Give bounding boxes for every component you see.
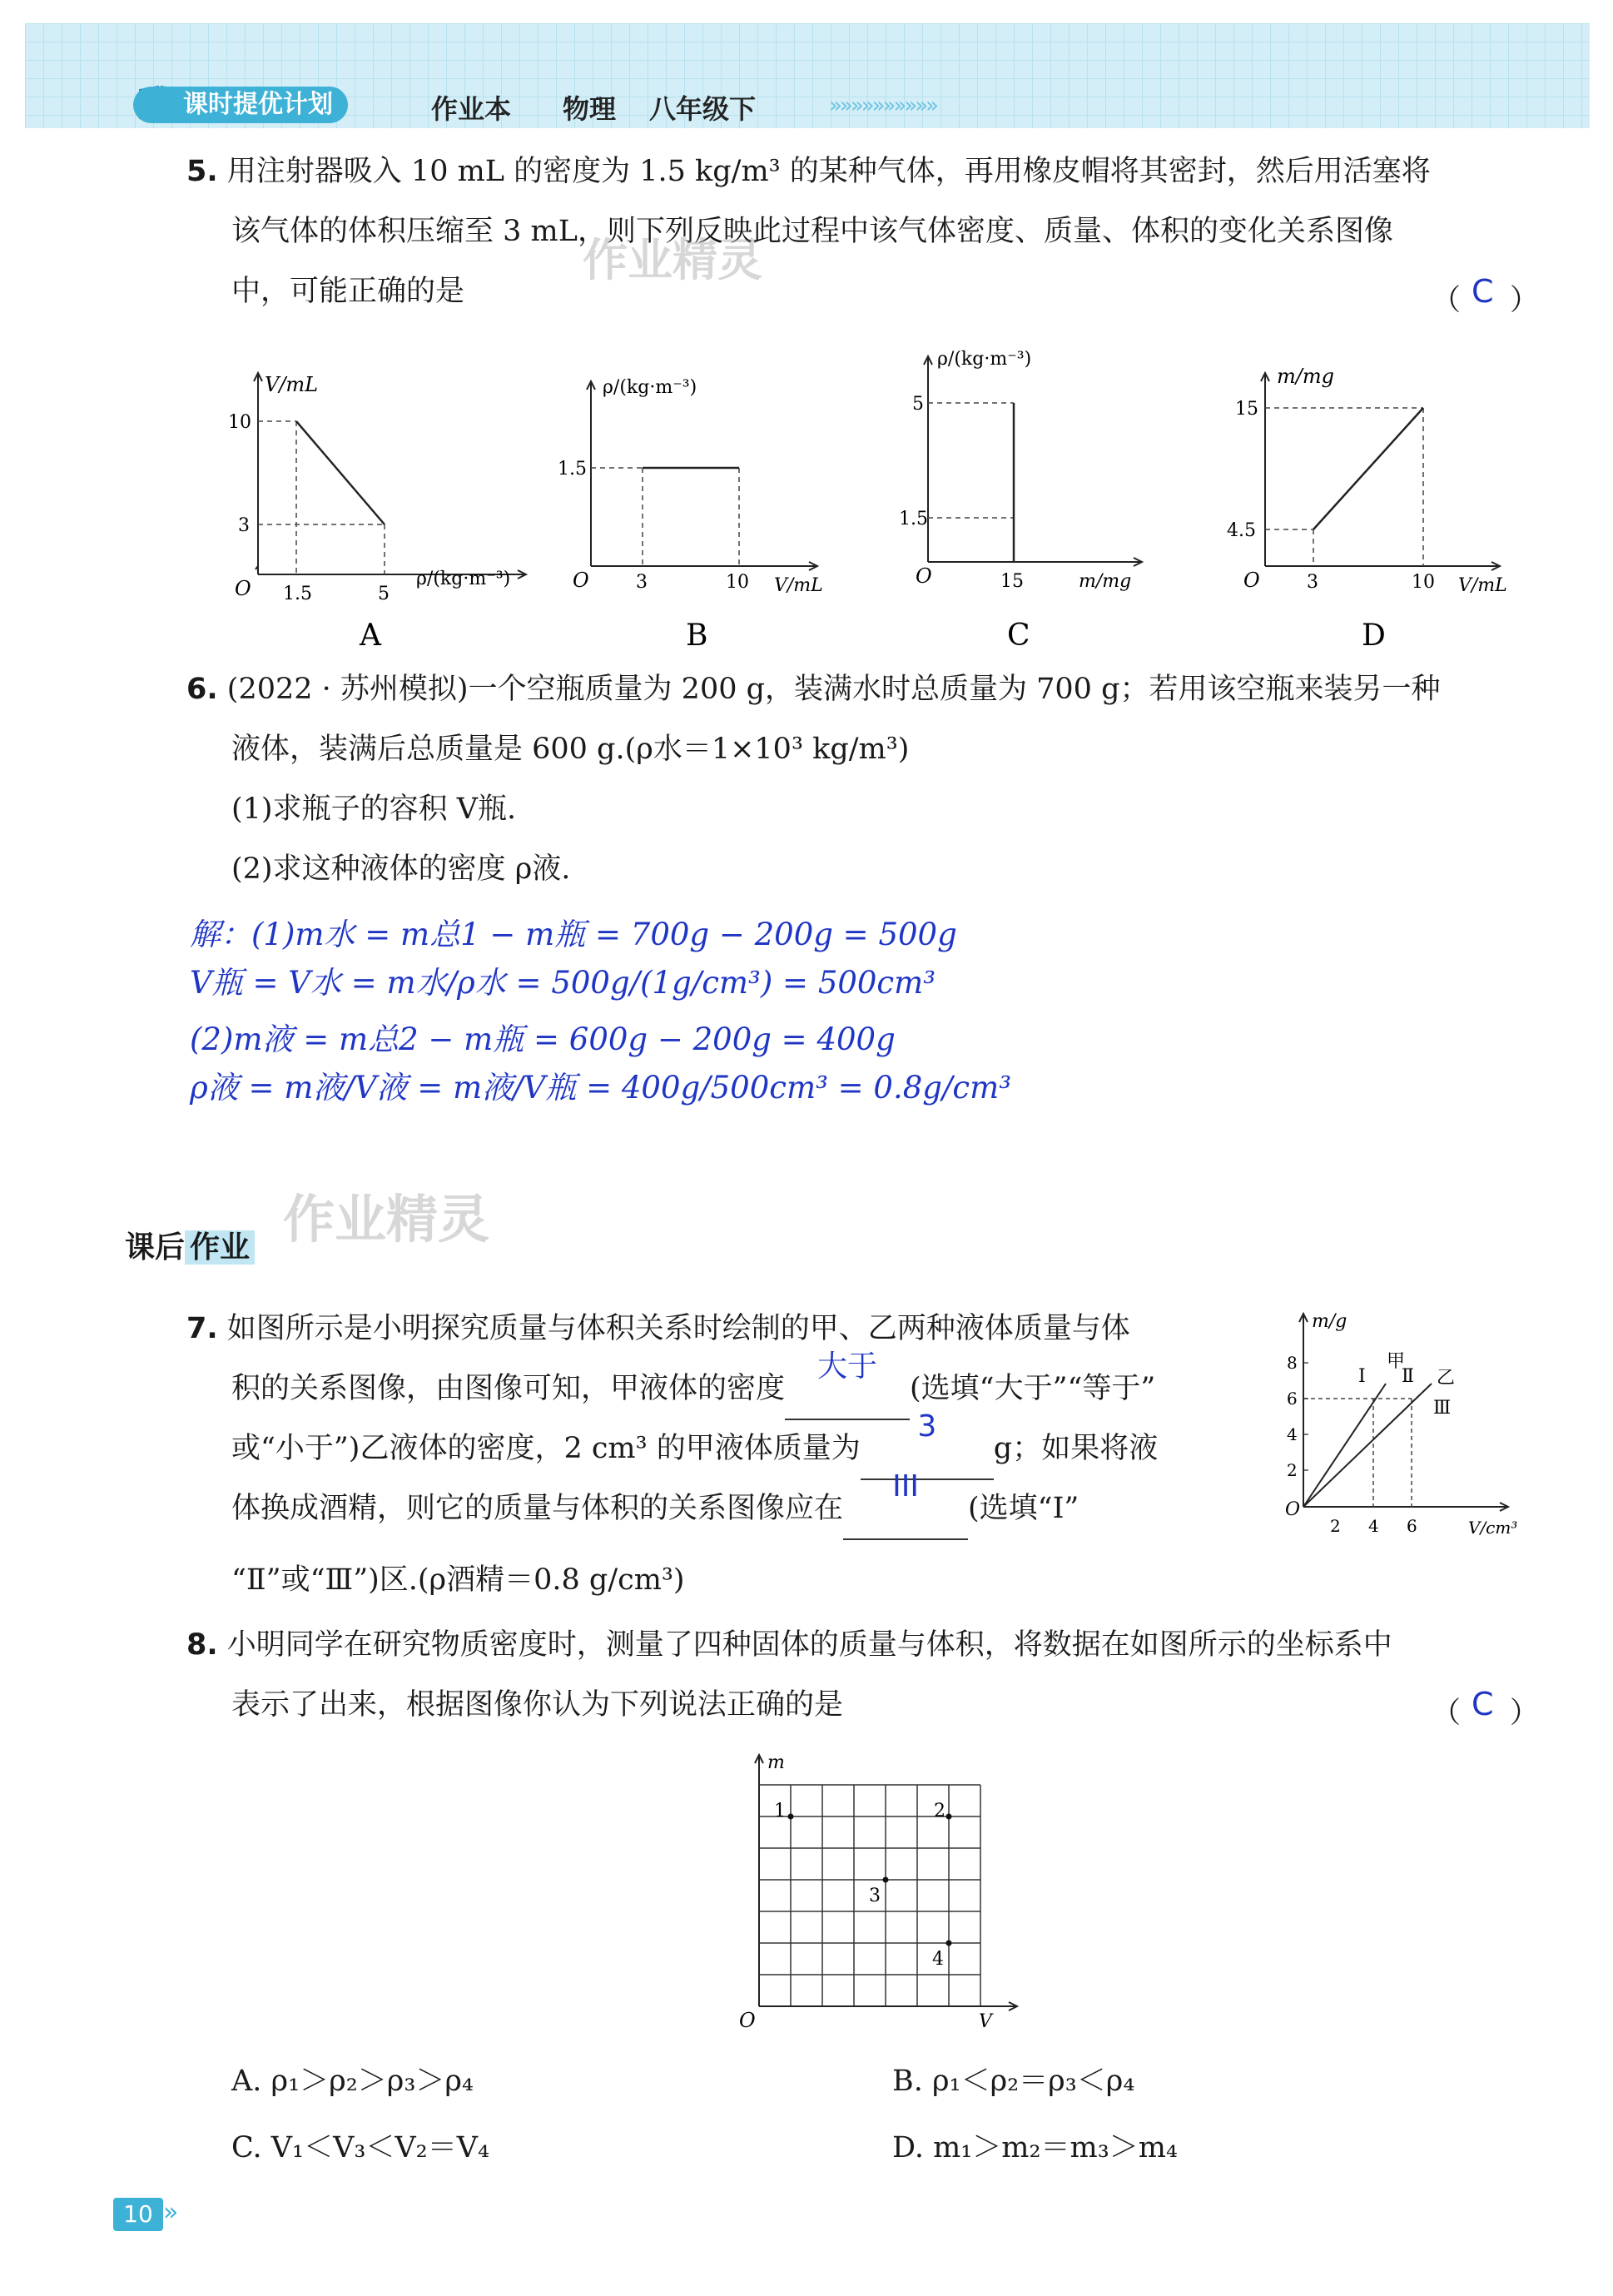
chart-a-line bbox=[296, 421, 385, 524]
q5-paren-open: （ bbox=[1432, 284, 1462, 317]
chart-c-ytick-1: 5 bbox=[912, 394, 924, 415]
chart-q8 bbox=[732, 1748, 1032, 2031]
chart-q7-ytick-1: 2 bbox=[1287, 1460, 1298, 1480]
q6-sub2: (2)求这种液体的密度 ρ液. bbox=[231, 852, 571, 886]
q7-number: 7. bbox=[186, 1312, 218, 1345]
chart-b-origin: O bbox=[573, 569, 589, 592]
solution-line4: ρ液 = m液/V液 = m液/V瓶 = 400g/500cm³ = 0.8g/cm³ bbox=[190, 1070, 1012, 1106]
solution-line1: 解：(1)m水 = m总1 − m瓶 = 700g − 200g = 500g bbox=[190, 917, 957, 952]
series-logo: 课时提优计划 bbox=[133, 87, 348, 123]
page-chevron: » bbox=[163, 2198, 179, 2227]
chart-d-ytick-1: 15 bbox=[1235, 399, 1258, 420]
q7-text2a: 积的关系图像，由图像可知，甲液体的密度 bbox=[231, 1372, 786, 1405]
chart-b-xtick-2: 10 bbox=[726, 572, 749, 593]
chart-q8-point-2 bbox=[946, 1814, 952, 1820]
chart-c-ylabel: ρ/(kg·m⁻³) bbox=[937, 349, 1032, 370]
q8-option-b: B. ρ₁＜ρ₂＝ρ₃＜ρ₄ bbox=[892, 2065, 1135, 2098]
q7-blank-3 bbox=[843, 1469, 968, 1540]
chart-q7-origin: O bbox=[1285, 1499, 1301, 1520]
chart-d-origin: O bbox=[1243, 569, 1260, 592]
watermark-top: 作业精灵 bbox=[583, 234, 762, 286]
chart-b bbox=[558, 358, 849, 658]
chart-a-xtick-1: 1.5 bbox=[283, 584, 312, 604]
q7-text4a: 体换成酒精，则它的质量与体积的关系图像应在 bbox=[231, 1492, 844, 1525]
section-header bbox=[125, 1224, 255, 1266]
q6-text1: (2022 · 苏州模拟)一个空瓶质量为 200 g，装满水时总质量为 700 g；若用该空瓶来装另一种 bbox=[226, 673, 1441, 706]
chart-a-ytick-2: 3 bbox=[238, 515, 250, 536]
watermark-middle: 作业精灵 bbox=[283, 1189, 490, 1250]
chart-q7-ytick-4: 8 bbox=[1287, 1353, 1298, 1373]
q5-line2: 该气体的体积压缩至 3 mL，则下列反映此过程中该气体密度、质量、体积的变化关系图像 bbox=[231, 215, 1393, 248]
chart-c bbox=[882, 333, 1157, 658]
q5-answer: C bbox=[1472, 273, 1494, 310]
chart-q7-legend-yi: 乙 bbox=[1437, 1368, 1456, 1389]
q7-line3 bbox=[231, 1409, 1159, 1480]
header-chevrons: »»»»»»»»»» bbox=[829, 93, 937, 118]
q7-text2b: (选填“大于”“等于” bbox=[910, 1372, 1156, 1405]
q5-paren-close: ） bbox=[1510, 284, 1540, 317]
chart-b-xtick-1: 3 bbox=[636, 572, 648, 593]
q5-number: 5. bbox=[186, 155, 218, 188]
chart-q7-ytick-3: 6 bbox=[1287, 1389, 1298, 1409]
chart-q7-ytick-2: 4 bbox=[1287, 1424, 1298, 1444]
chart-d-xtick-1: 3 bbox=[1307, 572, 1318, 593]
q7-line5: “Ⅱ”或“Ⅲ”)区.(ρ酒精＝0.8 g/cm³) bbox=[231, 1563, 685, 1597]
chart-q8-point-3 bbox=[883, 1877, 889, 1883]
chart-b-label: B bbox=[686, 619, 708, 653]
chart-q7-xtick-2: 4 bbox=[1368, 1516, 1379, 1536]
chart-q7-region-2: Ⅱ bbox=[1402, 1366, 1414, 1387]
chart-q8-origin: O bbox=[739, 2009, 756, 2032]
q5-line1 bbox=[186, 142, 1431, 201]
chart-q8-point-label-3: 3 bbox=[869, 1886, 881, 1906]
q8-text1: 小明同学在研究物质密度时，测量了四种固体的质量与体积，将数据在如图所示的坐标系中 bbox=[226, 1628, 1392, 1662]
chart-d-label: D bbox=[1362, 619, 1386, 653]
q5-text1: 用注射器吸入 10 mL 的密度为 1.5 kg/m³ 的某种气体，再用橡皮帽将其密封，然后用活塞将 bbox=[226, 155, 1431, 188]
chart-q8-point-label-4: 4 bbox=[932, 1949, 944, 1970]
chart-b-xlabel: V/mL bbox=[774, 575, 823, 596]
q7-answer-3: III bbox=[892, 1469, 919, 1503]
q7-line2 bbox=[231, 1349, 1156, 1420]
grade-label: 八年级下 bbox=[649, 93, 757, 125]
chart-d-xtick-2: 10 bbox=[1412, 572, 1435, 593]
chart-q7-xlabel: V/cm³ bbox=[1468, 1518, 1518, 1538]
solution-line3: (2)m液 = m总2 − m瓶 = 600g − 200g = 400g bbox=[190, 1021, 896, 1057]
chart-a-label: A bbox=[360, 619, 381, 653]
q7-text4b: (选填“Ⅰ” bbox=[968, 1492, 1079, 1525]
q7-text1: 如图所示是小明探究质量与体积关系时绘制的甲、乙两种液体质量与体 bbox=[226, 1312, 1130, 1345]
q7-text3a: 或“小于”)乙液体的密度，2 cm³ 的甲液体质量为 bbox=[231, 1432, 861, 1465]
q8-line1 bbox=[186, 1615, 1392, 1675]
chart-q7-region-1: Ⅰ bbox=[1358, 1366, 1366, 1387]
chart-q7 bbox=[1265, 1307, 1540, 1548]
chart-q8-point-label-1: 1 bbox=[774, 1801, 786, 1821]
chart-b-ylabel: ρ/(kg·m⁻³) bbox=[603, 377, 697, 398]
chart-q8-point-label-2: 2 bbox=[934, 1801, 945, 1821]
q7-answer-1: 大于 bbox=[817, 1349, 878, 1384]
q8-option-a: A. ρ₁＞ρ₂＞ρ₃＞ρ₄ bbox=[231, 2065, 474, 2098]
chart-a-xlabel: ρ/(kg·m⁻³) bbox=[416, 569, 511, 589]
chart-q7-xtick-1: 2 bbox=[1330, 1516, 1341, 1536]
chart-a-xtick-2: 5 bbox=[378, 584, 390, 604]
section-label: 作业 bbox=[185, 1230, 255, 1265]
q8-paren-close: ） bbox=[1510, 1697, 1540, 1730]
chart-q8-point-4 bbox=[946, 1941, 952, 1946]
q8-paren-open: （ bbox=[1432, 1697, 1462, 1730]
chart-a bbox=[225, 358, 541, 658]
chart-q7-region-3: Ⅲ bbox=[1433, 1398, 1452, 1419]
chart-a-ytick-1: 10 bbox=[228, 412, 251, 433]
q8-answer: C bbox=[1472, 1686, 1494, 1722]
solution-line2: V瓶 = V水 = m水/ρ水 = 500g/(1g/cm³) = 500cm³ bbox=[190, 965, 936, 1001]
page-number: 10 bbox=[113, 2198, 163, 2231]
chart-q7-ylabel: m/g bbox=[1312, 1311, 1347, 1332]
chart-c-label: C bbox=[1007, 619, 1030, 653]
book-title: 作业本 bbox=[431, 93, 512, 125]
chart-q7-series-yi bbox=[1303, 1384, 1432, 1507]
chart-c-origin: O bbox=[916, 564, 932, 588]
subject-label: 物理 bbox=[563, 93, 617, 125]
chart-q8-xlabel: V bbox=[979, 2011, 992, 2032]
chart-a-origin: O bbox=[235, 577, 251, 600]
q6-sub1: (1)求瓶子的容积 V瓶. bbox=[231, 793, 517, 826]
chart-c-xtick-1: 15 bbox=[1000, 571, 1024, 592]
chart-b-ytick-1: 1.5 bbox=[558, 459, 587, 480]
q8-line2: 表示了出来，根据图像你认为下列说法正确的是 bbox=[231, 1688, 844, 1722]
chart-q7-legend-jia: 甲 bbox=[1387, 1351, 1406, 1372]
section-prefix: 课后 bbox=[125, 1230, 186, 1265]
chart-d-xlabel: V/mL bbox=[1458, 575, 1507, 596]
q8-option-c: C. V₁＜V₃＜V₂＝V₄ bbox=[231, 2131, 490, 2164]
chart-d-line bbox=[1313, 408, 1423, 529]
q7-line1 bbox=[186, 1299, 1130, 1359]
q8-number: 8. bbox=[186, 1628, 218, 1662]
q7-text3b: g；如果将液 bbox=[993, 1432, 1159, 1465]
q7-answer-2: 3 bbox=[917, 1409, 937, 1444]
q6-line2: 液体，装满后总质量是 600 g.(ρ水＝1×10³ kg/m³) bbox=[231, 733, 910, 766]
chart-c-xlabel: m/mg bbox=[1079, 571, 1132, 592]
q6-number: 6. bbox=[186, 673, 218, 706]
chart-a-ylabel: V/mL bbox=[265, 373, 319, 396]
chart-d bbox=[1215, 358, 1531, 658]
chart-q7-xtick-3: 6 bbox=[1407, 1516, 1417, 1536]
chart-q8-point-1 bbox=[788, 1814, 794, 1820]
q6-line1 bbox=[186, 659, 1440, 719]
chart-d-ylabel: m/mg bbox=[1277, 365, 1334, 388]
chart-q8-ylabel: m bbox=[767, 1752, 785, 1773]
q7-line4 bbox=[231, 1469, 1079, 1540]
q8-option-d: D. m₁＞m₂＝m₃＞m₄ bbox=[892, 2131, 1178, 2164]
q5-line3: 中，可能正确的是 bbox=[231, 275, 465, 308]
chart-d-ytick-2: 4.5 bbox=[1227, 520, 1256, 541]
chart-c-ytick-2: 1.5 bbox=[899, 509, 928, 529]
